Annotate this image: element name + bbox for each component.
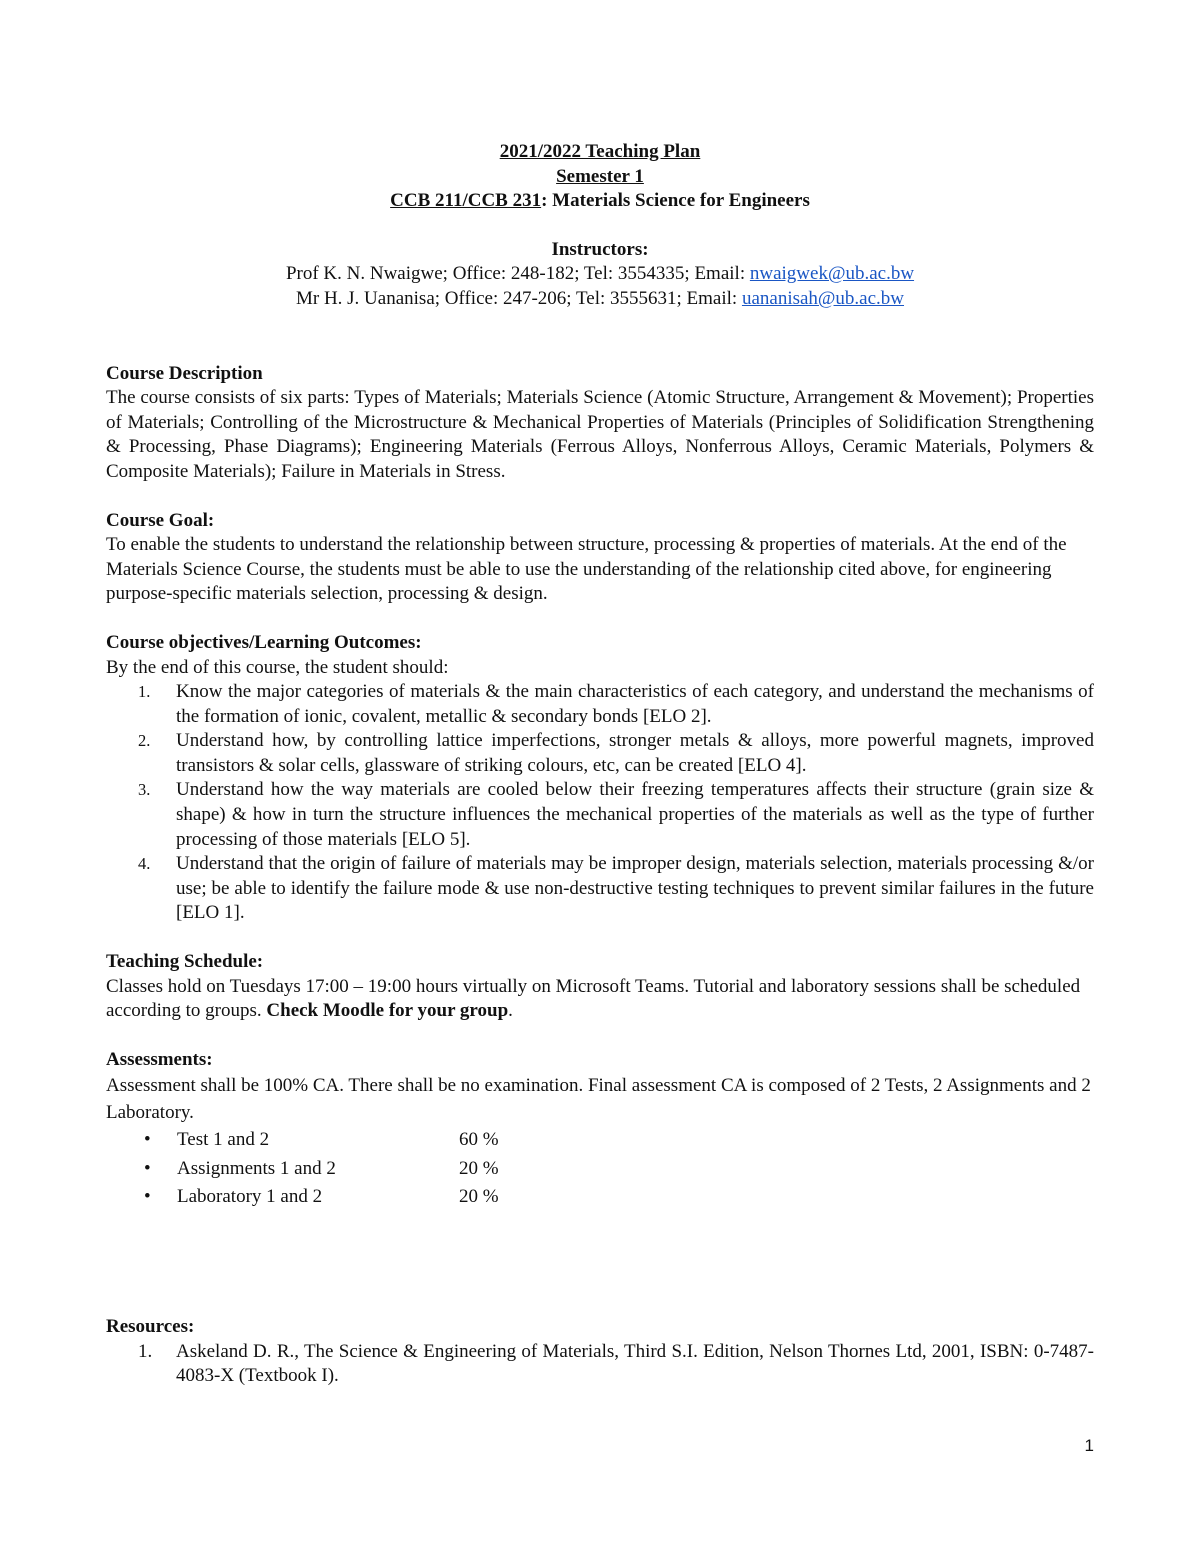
objective-number: 2. — [138, 731, 151, 751]
objectives-list — [106, 680, 1094, 926]
course-goal-heading: Course Goal: — [106, 509, 215, 531]
schedule-emphasis: Check Moodle for your group — [266, 1000, 509, 1022]
document-page — [106, 140, 1094, 1389]
assessments-body: Assessment shall be 100% CA. There shall be no examination. Final assessment CA is composed of 2 Tests, 2 Assignments and 2 Laboratory. — [106, 1075, 1091, 1124]
assessment-breakdown-list — [106, 1126, 1094, 1212]
assessment-weight: 60 % — [459, 1129, 499, 1151]
objectives-intro: By the end of this course, the student should: — [106, 656, 449, 678]
objective-item: 1. Know the major categories of materials & the main characteristics of each category, and understand the mechanisms of the formation of ionic, covalent, metallic & secondary bonds [ELO 2]. — [138, 681, 1094, 727]
assessment-weight: 20 % — [459, 1157, 499, 1179]
objective-number: 3. — [138, 780, 151, 800]
course-title: : Materials Science for Engineers — [541, 190, 810, 212]
instructor-1-email-link[interactable]: nwaigwek@ub.ac.bw — [749, 263, 915, 285]
document-title: 2021/2022 Teaching Plan — [499, 141, 701, 162]
course-heading — [106, 189, 1094, 214]
instructor-2: Mr H. J. Uananisa; Office: 247-206; Tel: 3555631; Email: uananisah@ub.ac.bw — [295, 287, 905, 309]
objective-item: 4. Understand that the origin of failure of materials may be improper design, materials selection, materials processing &/or use; be able to identify the failure mode & use non-destructive testing techniques to prevent similar failures in the future [ELO 1]. — [138, 853, 1094, 924]
objective-number: 1. — [138, 682, 151, 702]
assessments-heading: Assessments: — [106, 1048, 213, 1070]
course-description-heading: Course Description — [106, 362, 263, 384]
course-description-body: The course consists of six parts: Types of Materials; Materials Science (Atomic Structure, Arrangement & Movement); Properties of Materials; Controlling of the Microstructure & Mechanical Properties of Materials (Principles of Solidification Strengthening & Processing, Phase Diagrams); Engineering Materials (Ferrous Alloys, Nonferrous Alloys, Ceramic Materials, Polymers & Composite Materials); Failure in Materials in Stress. — [106, 387, 1094, 482]
instructors-heading: Instructors: — [551, 238, 649, 260]
bullet-icon: • — [144, 1186, 151, 1208]
course-code: CCB 211/CCB 231 — [390, 190, 542, 212]
instructor-2-email-link[interactable]: uananisah@ub.ac.bw — [741, 287, 905, 309]
resource-item: 1. Askeland D. R., The Science & Engineering of Materials, Third S.I. Edition, Nelson Thornes Ltd, 2001, ISBN: 0-7487-4083-X (Textbook I). — [138, 1340, 1094, 1387]
objectives-heading: Course objectives/Learning Outcomes: — [106, 631, 422, 653]
resources-heading: Resources: — [106, 1315, 195, 1337]
assessment-weight: 20 % — [459, 1186, 499, 1208]
assessment-item: • Laboratory 1 and 2 20 % — [106, 1183, 1094, 1212]
assessment-item: • Assignments 1 and 2 20 % — [106, 1155, 1094, 1184]
resources-list — [106, 1340, 1094, 1389]
objective-item: 2. Understand how, by controlling lattice imperfections, stronger metals & alloys, more powerful magnets, improved transistors & solar cells, glassware of striking colours, etc, can be created [ELO 4]. — [138, 730, 1094, 776]
assessment-item: • Test 1 and 2 60 % — [106, 1126, 1094, 1155]
schedule-body: Classes hold on Tuesdays 17:00 – 19:00 hours virtually on Microsoft Teams. Tutorial and laboratory sessions shall be scheduled according to groups. Check Moodle for your group. — [106, 975, 1081, 1022]
page-number: 1 — [1084, 1436, 1094, 1455]
course-goal-body: To enable the students to understand the relationship between structure, processing & properties of materials. At the end of the Materials Science Course, the students must be able to use the understanding of the relationship cited above, for engineering purpose-specific materials selection, processing & design. — [106, 534, 1067, 605]
instructor-1: Prof K. N. Nwaigwe; Office: 248-182; Tel: 3554335; Email: nwaigwek@ub.ac.bw — [285, 263, 915, 285]
resource-number: 1. — [138, 1340, 153, 1362]
schedule-heading: Teaching Schedule: — [106, 951, 264, 973]
semester-label: Semester 1 — [556, 165, 644, 187]
bullet-icon: • — [144, 1129, 151, 1151]
bullet-icon: • — [144, 1157, 151, 1179]
objective-number: 4. — [138, 854, 151, 874]
objective-item: 3. Understand how the way materials are cooled below their freezing temperatures affects their structure (grain size & shape) & how in turn the structure influences the mechanical properties of the materials as well as the type of further processing of those materials [ELO 5]. — [138, 779, 1094, 850]
